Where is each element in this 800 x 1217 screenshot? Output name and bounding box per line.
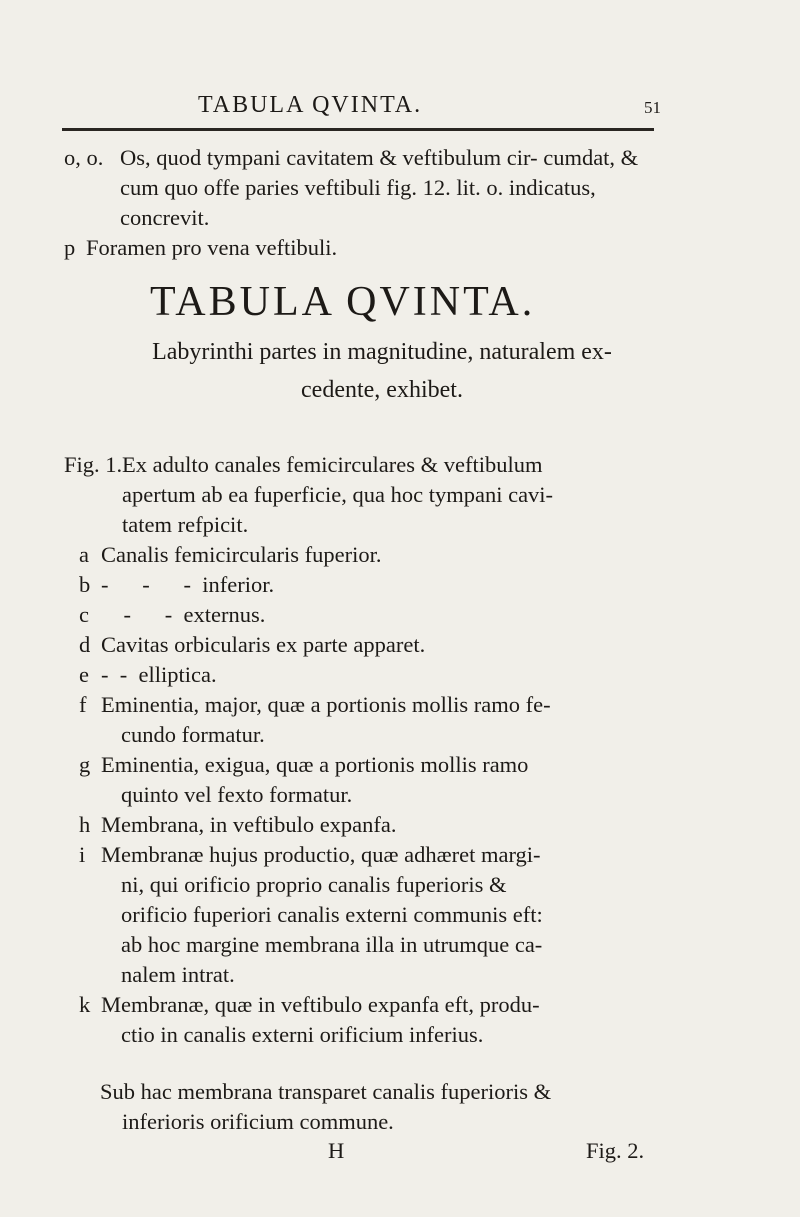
legend-item-f <box>79 690 679 750</box>
legend-item-line: - - elliptica. <box>101 662 217 687</box>
entry-text <box>64 143 664 233</box>
subtitle-line: Labyrinthi partes in magnitudine, naturalem ex- <box>152 339 612 365</box>
legend-item-line: ctio in canalis externi orificium inferius. <box>121 1022 484 1047</box>
legend-item-label: h <box>79 812 91 837</box>
legend-item-k <box>79 990 679 1050</box>
legend-item-line: - - externus. <box>101 602 266 627</box>
legend-item-line: Eminentia, major, quæ a portionis mollis ramo fe- <box>101 692 551 717</box>
catchword: Fig. 2. <box>586 1138 645 1163</box>
legend-item-a <box>79 540 679 570</box>
closing-line: inferioris orificium commune. <box>122 1109 394 1134</box>
legend-item-b <box>79 570 679 600</box>
entry-label: o, o. <box>64 145 104 170</box>
section-title: TABULA QVINTA. <box>150 279 536 325</box>
legend-item-line: - - - inferior. <box>101 572 275 597</box>
legend-item-label: k <box>79 992 91 1017</box>
legend-item-h <box>79 810 679 840</box>
legend-item-line: nalem intrat. <box>121 962 235 987</box>
page-number: 51 <box>644 98 661 117</box>
closing-note <box>100 1077 680 1137</box>
entry-p <box>64 233 664 263</box>
legend-item-c <box>79 600 679 630</box>
entry-label: p <box>64 235 76 260</box>
legend-item-line: Eminentia, exigua, quæ a portionis mollis ramo <box>101 752 529 777</box>
legend-item-line: ni, qui orificio proprio canalis fuperioris & <box>121 872 507 897</box>
legend-item-label: d <box>79 632 91 657</box>
legend-item-d <box>79 630 679 660</box>
legend-item-line: Membranæ, quæ in veftibulo expanfa eft, produ- <box>101 992 540 1017</box>
figure-line: apertum ab ea fuperficie, qua hoc tympani cavi- <box>122 482 554 507</box>
legend-item-label: e <box>79 662 89 687</box>
legend-item-line: ab hoc margine membrana illa in utrumque ca- <box>121 932 543 957</box>
legend-item-line: Cavitas orbicularis ex parte apparet. <box>101 632 426 657</box>
running-head: TABULA QVINTA. <box>198 92 423 118</box>
legend-item-label: f <box>79 692 87 717</box>
legend-item-line: Canalis femicircularis fuperior. <box>101 542 382 567</box>
entry-text: Foramen pro vena veftibuli. <box>86 235 338 260</box>
closing-line: Sub hac membrana transparet canalis fuperioris & <box>100 1079 552 1104</box>
section-subtitle <box>72 333 692 409</box>
legend-item-i <box>79 840 679 990</box>
legend-item-line: cundo formatur. <box>121 722 265 747</box>
figure-label: Fig. 1. <box>64 452 123 477</box>
figure-1-caption <box>64 450 674 540</box>
subtitle-line: cedente, exhibet. <box>301 377 463 403</box>
legend-item-label: i <box>79 842 86 867</box>
legend-item-label: c <box>79 602 89 627</box>
legend-item-g <box>79 750 679 810</box>
entry-text-content: Os, quod tympani cavitatem & veftibulum cir- cumdat, & cum quo offe paries veftibuli fig. 12. lit. o. indicatus, concrevit. <box>120 145 639 230</box>
legend-item-label: b <box>79 572 91 597</box>
signature-mark: H <box>328 1138 345 1163</box>
legend-list <box>79 540 679 1050</box>
header-rule <box>62 128 654 131</box>
figure-line: tatem refpicit. <box>122 512 249 537</box>
legend-item-line: quinto vel fexto formatur. <box>121 782 353 807</box>
entry-o <box>64 143 664 233</box>
legend-item-line: Membrana, in veftibulo expanfa. <box>101 812 397 837</box>
legend-item-line: Membranæ hujus productio, quæ adhæret margi- <box>101 842 541 867</box>
legend-item-label: a <box>79 542 89 567</box>
legend-item-line: orificio fuperiori canalis externi communis eft: <box>121 902 543 927</box>
legend-item-label: g <box>79 752 91 777</box>
legend-item-e <box>79 660 679 690</box>
figure-line: Ex adulto canales femicirculares & veftibulum <box>122 452 543 477</box>
